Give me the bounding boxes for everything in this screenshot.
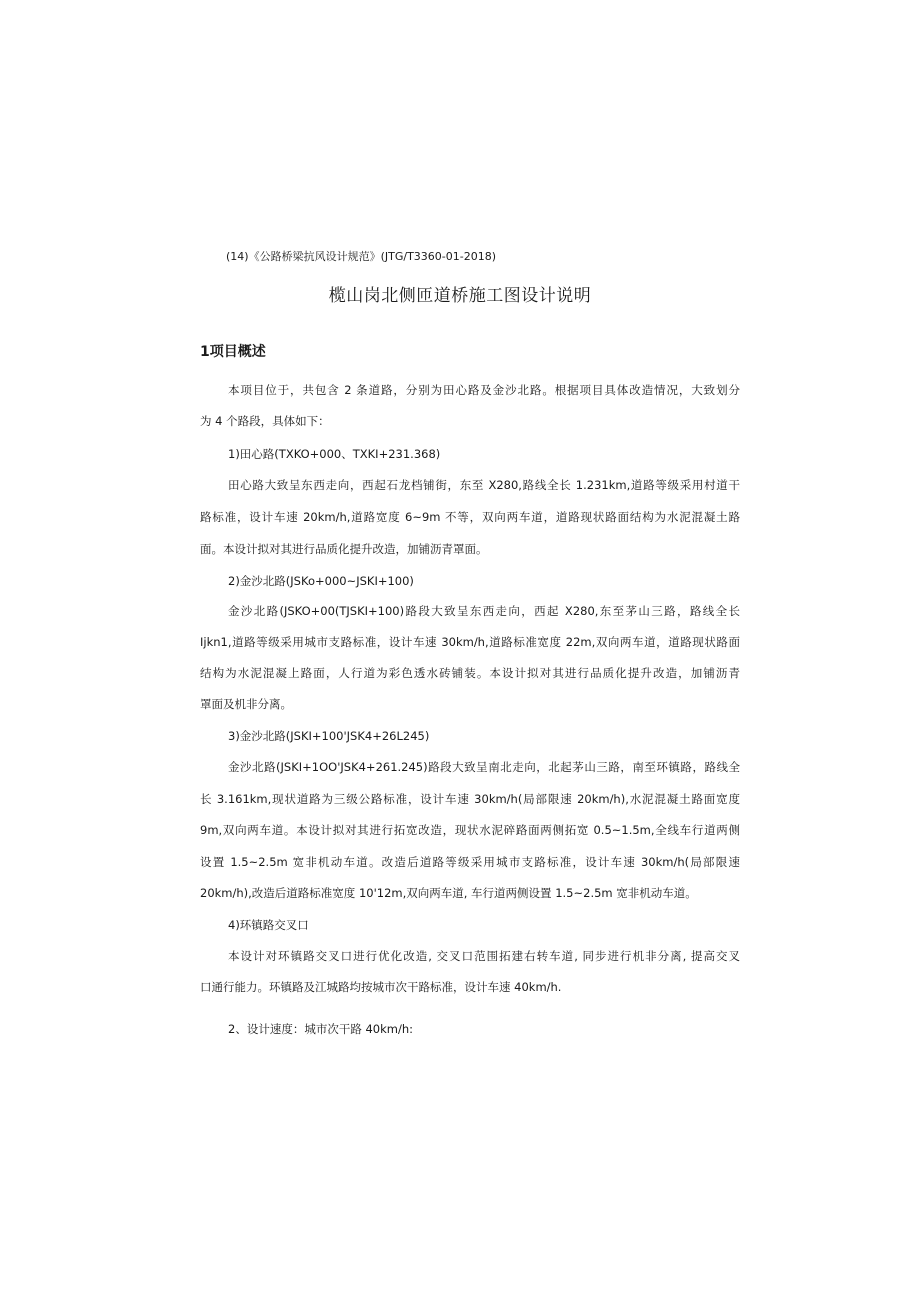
segment-line: 20km/h),改造后道路标准宽度 10'12m,双向两车道, 车行道两侧设置 1.5~2.5m 宽非机动车道。 [200, 886, 697, 900]
segment-heading: 3)金沙北路(JSKI+100'JSK4+26L245) [228, 729, 430, 743]
segment-line: 金沙北路(JSKO+00(TJSKI+100)路段大致呈东西走向，西起 X280,东至茅山三路，路线全长 [228, 604, 740, 618]
segment-line: 金沙北路(JSKI+1OO'JSK4+261.245)路段大致呈南北走向，北起茅山三路，南至环镇路，路线全 [228, 760, 740, 774]
segment-line: 路标准，设计车速 20km/h,道路宽度 6~9m 不等，双向两车道，道路现状路面结构为水泥混凝土路 [200, 510, 740, 524]
document-title: 榄山岗北侧匝道桥施工图设计说明 [328, 286, 592, 306]
segment-line: 口通行能力。环镇路及江城路均按城市次干路标准，设计车速 40km/h. [200, 980, 562, 994]
segment-line: 设置 1.5~2.5m 宽非机动车道。改造后道路等级采用城市支路标准，设计车速 30km/h(局部限速 [200, 855, 740, 869]
section-heading: 1项目概述 [200, 344, 266, 360]
segment-line: 长 3.161km,现状道路为三级公路标准，设计车速 30km/h(局部限速 20km/h),水泥混凝土路面宽度 [200, 792, 740, 806]
segment-line: 面。本设计拟对其进行品质化提升改造，加铺沥青罩面。 [200, 542, 488, 556]
segment-heading: 4)环镇路交叉口 [228, 918, 309, 932]
segment-line: 罩面及机非分离。 [200, 697, 292, 711]
segment-line: Ijkn1,道路等级采用城市支路标准，设计车速 30km/h,道路标准宽度 22m,双向两车道，道路现状路面 [200, 635, 740, 649]
segment-heading: 1)田心路(TXKO+000、TXKI+231.368) [228, 447, 441, 461]
intro-line: 为 4 个路段，具体如下： [200, 414, 330, 428]
reference-standard: (14)《公路桥梁抗风设计规范》(JTG/T3360-01-2018) [226, 250, 496, 263]
design-speed: 2、设计速度：城市次干路 40km/h: [228, 1022, 414, 1036]
intro-line: 本项目位于，共包含 2 条道路，分别为田心路及金沙北路。根据项目具体改造情况，大致划分 [228, 383, 740, 397]
segment-line: 9m,双向两车道。本设计拟对其进行拓宽改造，现状水泥碎路面两侧拓宽 0.5~1.5m,全线车行道两侧 [200, 823, 740, 837]
segment-heading: 2)金沙北路(JSKo+000~JSKI+100) [228, 574, 414, 588]
segment-line: 田心路大致呈东西走向，西起石龙档铺街，东至 X280,路线全长 1.231km,道路等级采用村道干 [228, 478, 740, 492]
segment-line: 结构为水泥混凝上路面，人行道为彩色透水砖铺装。本设计拟对其进行品质化提升改造，加铺沥青 [200, 666, 740, 680]
segment-line: 本设计对环镇路交叉口进行优化改造, 交叉口范围拓建右转车道, 同步进行机非分离, 提高交叉 [228, 949, 740, 963]
